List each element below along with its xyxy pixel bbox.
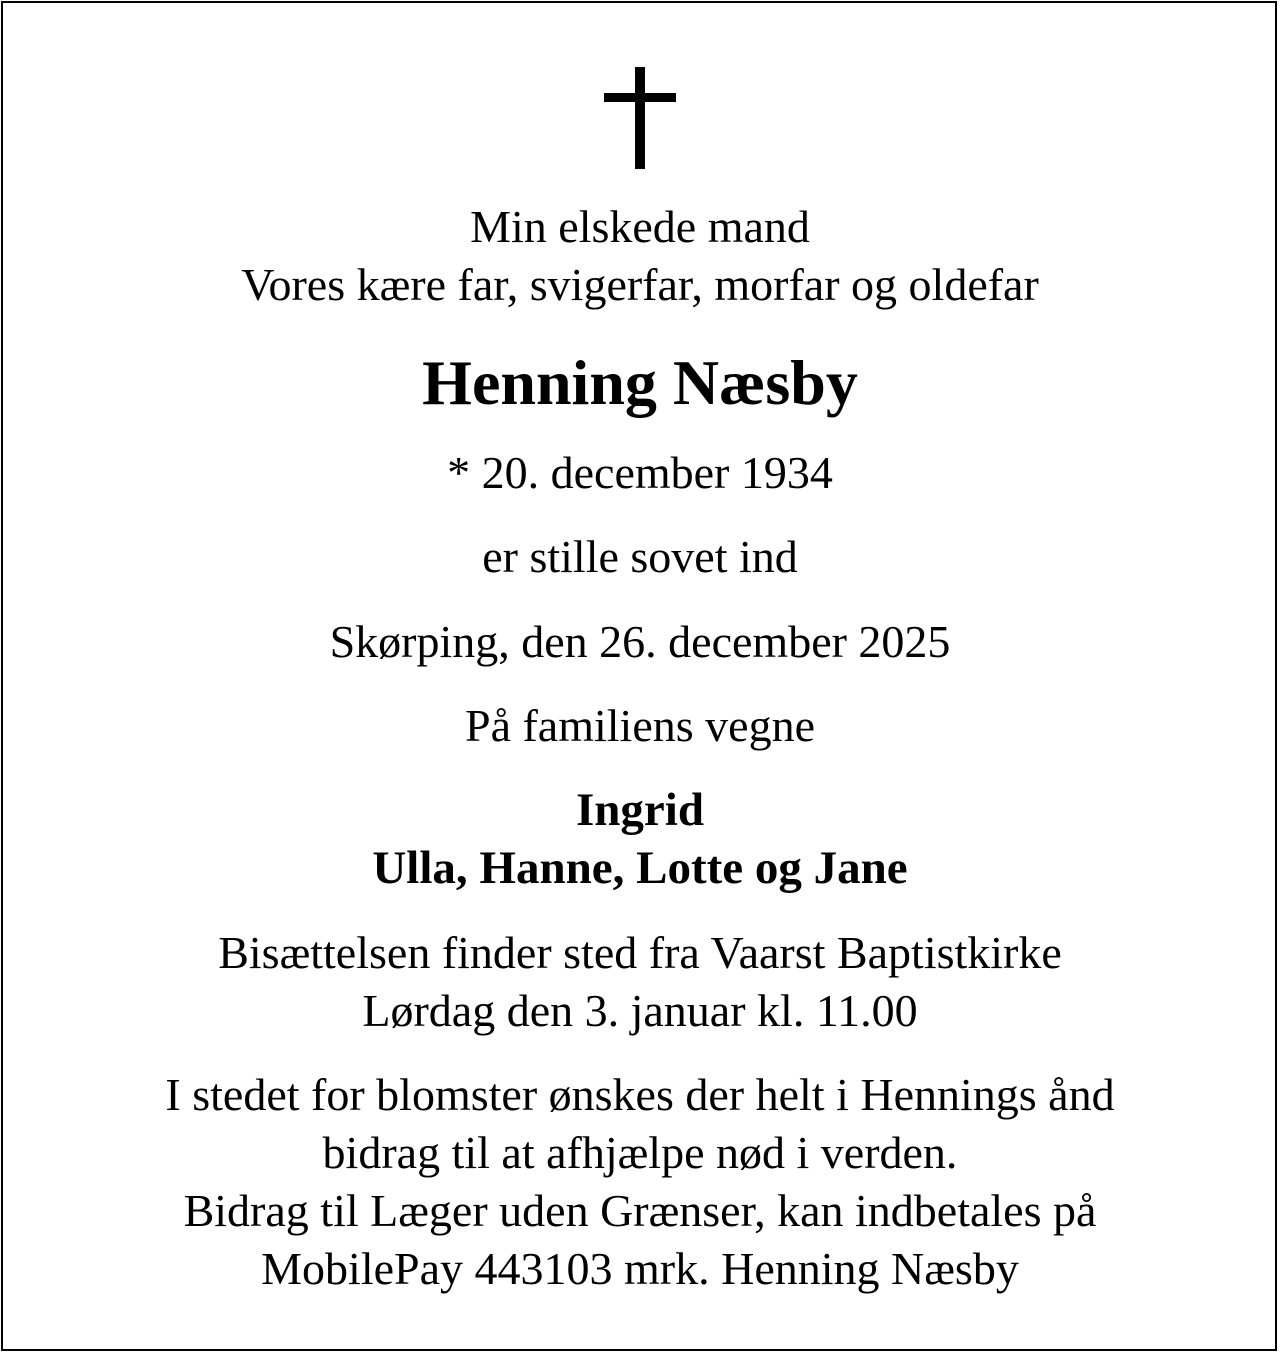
birth-date: * 20. december 1934 xyxy=(447,447,833,498)
intro-line-2: Vores kære far, svigerfar, morfar og oldefar xyxy=(241,259,1039,310)
donation-line-4: MobilePay 443103 mrk. Henning Næsby xyxy=(261,1243,1019,1294)
cross-icon xyxy=(604,67,676,169)
intro-line-1: Min elskede mand xyxy=(470,201,810,252)
on-behalf-text: På familiens vegne xyxy=(464,700,815,751)
signer-line-1: Ingrid xyxy=(576,784,704,836)
passing-text: er stille sovet ind xyxy=(482,531,798,582)
donation-line-2: bidrag til at afhjælpe nød i verden. xyxy=(322,1127,958,1178)
place-and-date: Skørping, den 26. december 2025 xyxy=(329,616,951,667)
funeral-line-2: Lørdag den 3. januar kl. 11.00 xyxy=(362,985,918,1036)
donation-line-1: I stedet for blomster ønskes der helt i Hennings ånd xyxy=(165,1069,1115,1120)
funeral-line-1: Bisættelsen finder sted fra Vaarst Baptistkirke xyxy=(218,927,1062,978)
donation-line-3: Bidrag til Læger uden Grænser, kan indbetales på xyxy=(183,1185,1097,1236)
deceased-name: Henning Næsby xyxy=(422,347,858,418)
signer-line-2: Ulla, Hanne, Lotte og Jane xyxy=(372,842,908,894)
